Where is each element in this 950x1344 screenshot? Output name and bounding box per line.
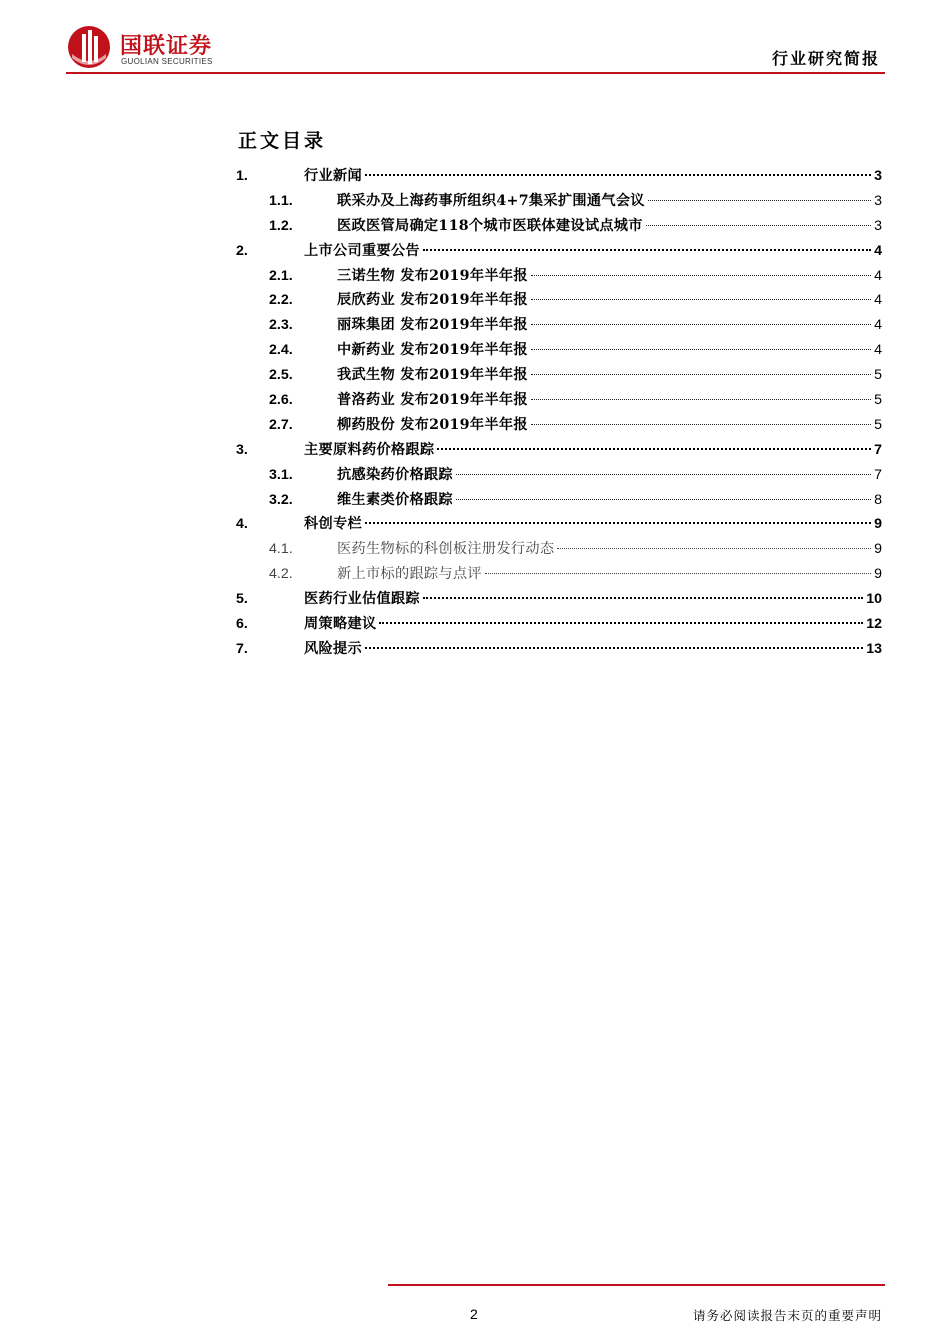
- toc-entry[interactable]: [236, 288, 882, 313]
- toc-leader-dots: [456, 474, 871, 475]
- toc-entry-page: 4: [874, 242, 882, 259]
- toc-entry[interactable]: [236, 562, 882, 587]
- toc-entry-number: 7.: [236, 640, 248, 657]
- toc-entry[interactable]: [236, 313, 882, 338]
- toc-entry-title: 主要原料药价格跟踪: [304, 441, 435, 458]
- toc-entry-title: 维生素类价格跟踪: [337, 491, 453, 508]
- toc-entry[interactable]: [236, 537, 882, 562]
- toc-leader-dots: [531, 349, 871, 350]
- toc-entry-title: 柳药股份 发布2019年半年报: [337, 416, 528, 433]
- toc-entry-title: 上市公司重要公告: [304, 242, 420, 259]
- toc-entry-number: 3.2.: [269, 491, 293, 508]
- table-of-contents: [236, 164, 882, 662]
- toc-leader-dots: [531, 424, 871, 425]
- toc-entry-page: 5: [874, 392, 882, 409]
- toc-entry-number: 4.: [236, 516, 248, 533]
- toc-entry[interactable]: [236, 239, 882, 264]
- toc-entry[interactable]: [236, 413, 882, 438]
- toc-entry[interactable]: [236, 488, 882, 513]
- toc-entry[interactable]: [236, 264, 882, 289]
- toc-entry[interactable]: [236, 463, 882, 488]
- toc-leader-dots: [531, 299, 871, 300]
- toc-entry-page: 3: [874, 217, 882, 234]
- toc-entry-title: 新上市标的跟踪与点评: [337, 566, 482, 583]
- logo-chinese-name: 国联证券: [120, 34, 213, 59]
- toc-entry[interactable]: [236, 512, 882, 537]
- toc-entry-title: 科创专栏: [304, 516, 362, 533]
- toc-leader-dots: [531, 324, 871, 325]
- toc-entry[interactable]: [236, 363, 882, 388]
- toc-entry-title: 医政医管局确定118个城市医联体建设试点城市: [337, 217, 643, 234]
- toc-entry-title: 辰欣药业 发布2019年半年报: [337, 292, 528, 309]
- toc-entry-title: 丽珠集团 发布2019年半年报: [337, 317, 528, 334]
- toc-entry-page: 4: [874, 292, 882, 309]
- toc-entry-number: 4.1.: [269, 541, 293, 558]
- toc-leader-dots: [648, 200, 871, 201]
- toc-entry-title: 风险提示: [304, 640, 362, 657]
- toc-leader-dots: [557, 548, 871, 549]
- toc-entry-page: 7: [874, 466, 882, 483]
- toc-leader-dots: [485, 573, 871, 574]
- toc-entry-title: 我武生物 发布2019年半年报: [337, 367, 528, 384]
- toc-entry-number: 3.: [236, 441, 248, 458]
- logo-english-name: GUOLIAN SECURITIES: [121, 57, 213, 66]
- company-logo: [66, 24, 246, 72]
- guolian-logo-icon: [66, 24, 112, 70]
- toc-leader-dots: [423, 249, 871, 251]
- report-type-label: 行业研究简报: [771, 49, 880, 68]
- toc-leader-dots: [365, 647, 863, 649]
- toc-entry[interactable]: [236, 587, 882, 612]
- toc-entry-page: 4: [874, 267, 882, 284]
- toc-entry-number: 3.1.: [269, 466, 293, 483]
- toc-entry-page: 13: [866, 640, 882, 657]
- toc-entry-page: 4: [874, 342, 882, 359]
- toc-leader-dots: [531, 374, 871, 375]
- toc-entry[interactable]: [236, 438, 882, 463]
- toc-entry[interactable]: [236, 612, 882, 637]
- toc-entry[interactable]: [236, 388, 882, 413]
- toc-leader-dots: [531, 275, 871, 276]
- header-divider: [66, 72, 885, 74]
- toc-entry[interactable]: [236, 189, 882, 214]
- toc-entry-number: 2.3.: [269, 317, 293, 334]
- toc-entry-page: 10: [866, 591, 882, 608]
- toc-entry[interactable]: [236, 637, 882, 662]
- footer-disclaimer: 请务必阅读报告末页的重要声明: [692, 1308, 882, 1323]
- toc-leader-dots: [365, 174, 871, 176]
- toc-entry-number: 2.5.: [269, 367, 293, 384]
- toc-entry-title: 行业新闻: [304, 168, 362, 184]
- toc-entry[interactable]: [236, 164, 882, 189]
- toc-entry-title: 抗感染药价格跟踪: [337, 466, 453, 483]
- toc-entry-number: 2.7.: [269, 416, 293, 433]
- toc-leader-dots: [456, 499, 871, 500]
- toc-leader-dots: [365, 522, 871, 524]
- toc-entry-number: 4.2.: [269, 566, 293, 583]
- toc-leader-dots: [423, 597, 863, 599]
- toc-entry-page: 3: [874, 168, 882, 184]
- toc-entry-number: 2.6.: [269, 392, 293, 409]
- toc-entry-number: 1.1.: [269, 192, 293, 209]
- toc-entry-title: 普洛药业 发布2019年半年报: [337, 392, 528, 409]
- toc-entry-title: 医药行业估值跟踪: [304, 591, 420, 608]
- toc-entry-number: 1.2.: [269, 217, 293, 234]
- toc-entry-page: 5: [874, 367, 882, 384]
- toc-entry[interactable]: [236, 338, 882, 363]
- toc-entry-page: 12: [866, 616, 882, 633]
- toc-entry[interactable]: [236, 214, 882, 239]
- toc-leader-dots: [437, 448, 871, 450]
- toc-entry-number: 2.2.: [269, 292, 293, 309]
- toc-leader-dots: [531, 399, 871, 400]
- toc-leader-dots: [379, 622, 863, 624]
- toc-entry-number: 5.: [236, 591, 248, 608]
- toc-entry-page: 9: [874, 566, 882, 583]
- footer-divider: [388, 1284, 885, 1286]
- toc-entry-page: 8: [874, 491, 882, 508]
- toc-entry-title: 联采办及上海药事所组织4+7集采扩围通气会议: [337, 192, 645, 209]
- toc-entry-number: 2.: [236, 242, 248, 259]
- toc-leader-dots: [646, 225, 871, 226]
- toc-entry-page: 3: [874, 192, 882, 209]
- toc-entry-page: 4: [874, 317, 882, 334]
- toc-entry-page: 9: [874, 516, 882, 533]
- page-number: 2: [470, 1306, 478, 1322]
- toc-entry-title: 周策略建议: [304, 616, 377, 633]
- toc-entry-title: 医药生物标的科创板注册发行动态: [337, 541, 555, 558]
- toc-entry-page: 5: [874, 416, 882, 433]
- toc-entry-number: 6.: [236, 616, 248, 633]
- toc-entry-page: 9: [874, 541, 882, 558]
- toc-title: 正文目录: [238, 130, 327, 152]
- toc-entry-title: 三诺生物 发布2019年半年报: [337, 267, 528, 284]
- toc-entry-number: 2.1.: [269, 267, 293, 284]
- toc-entry-number: 1.: [236, 168, 248, 184]
- toc-entry-title: 中新药业 发布2019年半年报: [337, 342, 528, 359]
- toc-entry-page: 7: [874, 441, 882, 458]
- toc-entry-number: 2.4.: [269, 342, 293, 359]
